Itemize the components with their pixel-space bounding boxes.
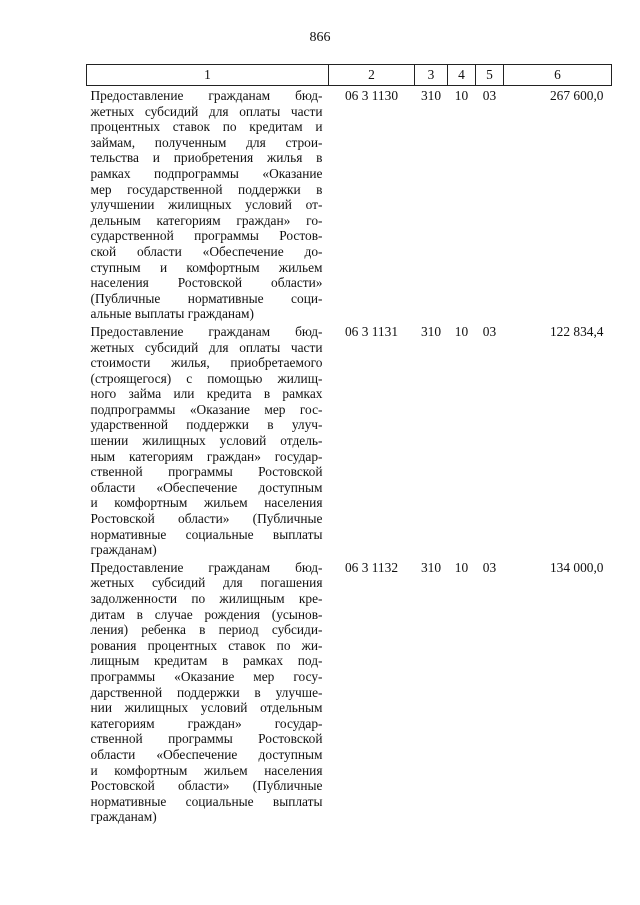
- amount-value: 134 000,0: [549, 559, 604, 575]
- subsection-code: 03: [482, 559, 497, 575]
- description-line: тельства и приобретения жилья в: [90, 150, 323, 166]
- header-col-4: 4: [448, 65, 476, 86]
- description-line: ской области «Обеспечение до-: [90, 243, 323, 259]
- description-line: гражданам): [90, 809, 157, 825]
- description-line: мер государственной поддержки в: [90, 181, 323, 197]
- header-col-5: 5: [476, 65, 504, 86]
- table-header-row: [87, 65, 612, 86]
- row-description: [87, 322, 329, 558]
- description-line: и комфортным жильем населения: [90, 762, 323, 778]
- description-line: сударственной программы Ростов-: [90, 228, 323, 244]
- description-line: ным категориям граждан» государ-: [90, 448, 323, 464]
- description-line: ступным и комфортным жильем: [90, 259, 323, 275]
- subsection-code: 03: [482, 88, 497, 103]
- description-line: шении жилищных условий отдель-: [90, 433, 323, 449]
- description-line: дарственной поддержки в улучше-: [90, 684, 323, 700]
- target-article-code: 06 3 1132: [344, 559, 399, 575]
- description-line: Предоставление гражданам бюд-: [90, 323, 323, 339]
- amount-value: 122 834,4: [549, 323, 604, 339]
- section-code: 10: [454, 559, 469, 575]
- description-line: нормативные социальные выплаты: [90, 793, 323, 809]
- description-line: (Публичные нормативные соци-: [90, 290, 323, 306]
- description-line: займам, полученным для строи-: [90, 134, 323, 150]
- expense-type-code: 310: [420, 559, 442, 575]
- description-line: области «Обеспечение доступным: [90, 746, 323, 762]
- description-line: ударственной поддержки в улуч-: [90, 417, 323, 433]
- description-line: программы «Оказание мер госу-: [90, 668, 323, 684]
- description-line: стоимости жилья, приобретаемого: [90, 355, 323, 371]
- header-col-1: 1: [87, 65, 329, 86]
- description-line: Ростовской области» (Публичные: [90, 778, 323, 794]
- header-col-3: 3: [415, 65, 448, 86]
- description-line: лищным кредитам в рамках под-: [90, 653, 323, 669]
- description-line: подпрограммы «Оказание мер гос-: [90, 401, 323, 417]
- header-col-2: 2: [329, 65, 415, 86]
- description-line: дитам в случае рождения (усынов-: [90, 606, 323, 622]
- description-line: области «Обеспечение доступным: [90, 479, 323, 495]
- description-line: Предоставление гражданам бюд-: [90, 88, 323, 103]
- table-row: [87, 322, 612, 558]
- page-number: 866: [309, 30, 331, 45]
- description-line: и комфортным жильем населения: [90, 495, 323, 511]
- description-line: Предоставление гражданам бюд-: [90, 559, 323, 575]
- description-line: нии жилищных условий отдельным: [90, 700, 323, 716]
- description-line: рования процентных ставок по жи-: [90, 637, 323, 653]
- table-body: [87, 86, 612, 825]
- description-line: населения Ростовской области»: [90, 275, 323, 291]
- description-line: задолженности по жилищным кре-: [90, 591, 323, 606]
- description-line: улучшении жилищных условий от-: [90, 197, 323, 213]
- budget-table: [86, 64, 612, 825]
- description-line: ственной программы Ростовской: [90, 731, 323, 747]
- description-line: гражданам): [90, 542, 157, 558]
- row-description: [87, 86, 329, 322]
- description-line: категориям граждан» государ-: [90, 715, 323, 731]
- section-code: 10: [454, 88, 469, 103]
- expense-type-code: 310: [420, 323, 442, 339]
- target-article-code: 06 3 1130: [344, 88, 399, 103]
- description-line: ного займа или кредита в рамках: [90, 386, 323, 402]
- description-line: жетных субсидий для оплаты части: [90, 103, 323, 119]
- amount-value: 267 600,0: [549, 88, 604, 103]
- description-line: нормативные социальные выплаты: [90, 526, 323, 542]
- subsection-code: 03: [482, 323, 497, 339]
- expense-type-code: 310: [420, 88, 442, 103]
- target-article-code: 06 3 1131: [344, 323, 399, 339]
- table-row: [87, 86, 612, 322]
- row-description: [87, 558, 329, 825]
- description-line: альные выплаты гражданам): [90, 306, 254, 322]
- description-line: ственной программы Ростовской: [90, 464, 323, 480]
- description-line: жетных субсидий для оплаты части: [90, 339, 323, 355]
- description-line: (строящегося) с помощью жилищ-: [90, 370, 323, 386]
- table-row: [87, 558, 612, 825]
- description-line: ления) ребенка в период субсиди-: [90, 622, 323, 638]
- description-line: дельным категориям граждан» го-: [90, 212, 323, 228]
- description-line: процентных ставок по кредитам и: [90, 119, 323, 135]
- description-line: Ростовской области» (Публичные: [90, 511, 323, 527]
- description-line: рамках подпрограммы «Оказание: [90, 165, 323, 181]
- section-code: 10: [454, 323, 469, 339]
- description-line: жетных субсидий для погашения: [90, 575, 323, 591]
- header-col-6: 6: [504, 65, 612, 86]
